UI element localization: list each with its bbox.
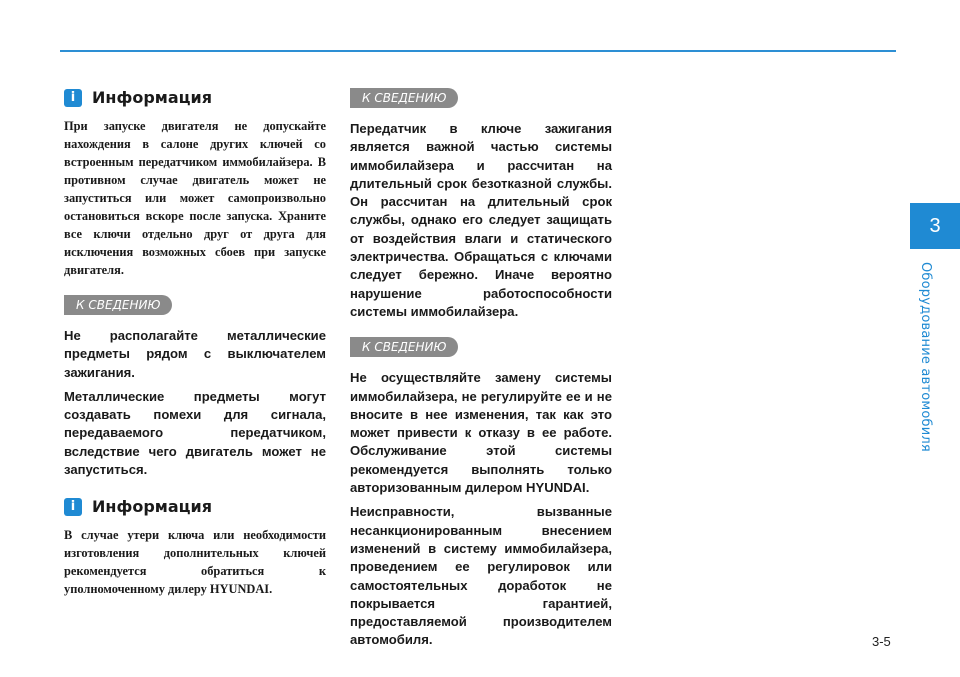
caution-badge-1: К СВЕДЕНИЮ: [64, 295, 172, 315]
info-title: Информация: [92, 88, 212, 107]
caution-text-1a: Не располагайте металлические предметы рядом с выключателем зажигания.: [64, 328, 326, 380]
caution-text-3a: Не осуществляйте замену системы иммобилайзера, не регулируйте ее и не вносите в нее изменения, так как это может привести к отказу в ее работе. Обслуживание этой системы рекомендуется выполнять только авторизованным дилером HYUNDAI.: [350, 370, 612, 496]
caution-badge-3: К СВЕДЕНИЮ: [350, 337, 458, 357]
info-text-1: При запуске двигателя не допускайте нахождения в салоне других ключей со встроенным передатчиком иммобилайзера. В противном случае двигатель может не запуститься или может самопроизвольно остановиться вскоре после запуска. Храните все ключи отдельно друг от друга для исключения возможных сбоев при запуске двигателя.: [64, 119, 326, 277]
caution-text-1b: Металлические предметы могут создавать помехи для сигнала, передаваемого передатчиком, вследствие чего двигатель может не запуститься.: [64, 388, 326, 478]
caution-text-3b: Неисправности, вызванные несанкционированным внесением изменений в систему иммобилайзера, проведением ее регулировок или самостоятельных доработок не покрывается гарантией, предоставляемой производителем автомобиля.: [350, 504, 612, 648]
right-column: [350, 88, 612, 650]
info-icon: i: [64, 498, 82, 516]
info-heading-1: [64, 88, 326, 107]
caution-text-2: Передатчик в ключе зажигания является важной частью системы иммобилайзера и рассчитан на длительный срок безотказной службы. Он рассчитан на длительный срок службы, однако его следует защищать от воздействия влаги и статического электричества. Обращаться с ключами следует бережно. Иначе вероятно нарушение работоспособности системы иммобилайзера.: [350, 121, 612, 319]
top-rule: [60, 50, 896, 52]
left-column: [64, 88, 326, 598]
chapter-title: Оборудование автомобиля: [918, 262, 933, 452]
caution-badge-2: К СВЕДЕНИЮ: [350, 88, 458, 108]
chapter-number: 3: [929, 214, 941, 237]
info-heading-2: [64, 497, 326, 516]
chapter-number-tab: [910, 203, 960, 249]
info-icon: i: [64, 89, 82, 107]
page-number: 3-5: [872, 634, 891, 649]
info-title: Информация: [92, 497, 212, 517]
info-text-2: В случае утери ключа или необходимости изготовления дополнительных ключей рекомендуется обратиться к уполномоченному дилеру HYUNDAI.: [64, 528, 326, 597]
